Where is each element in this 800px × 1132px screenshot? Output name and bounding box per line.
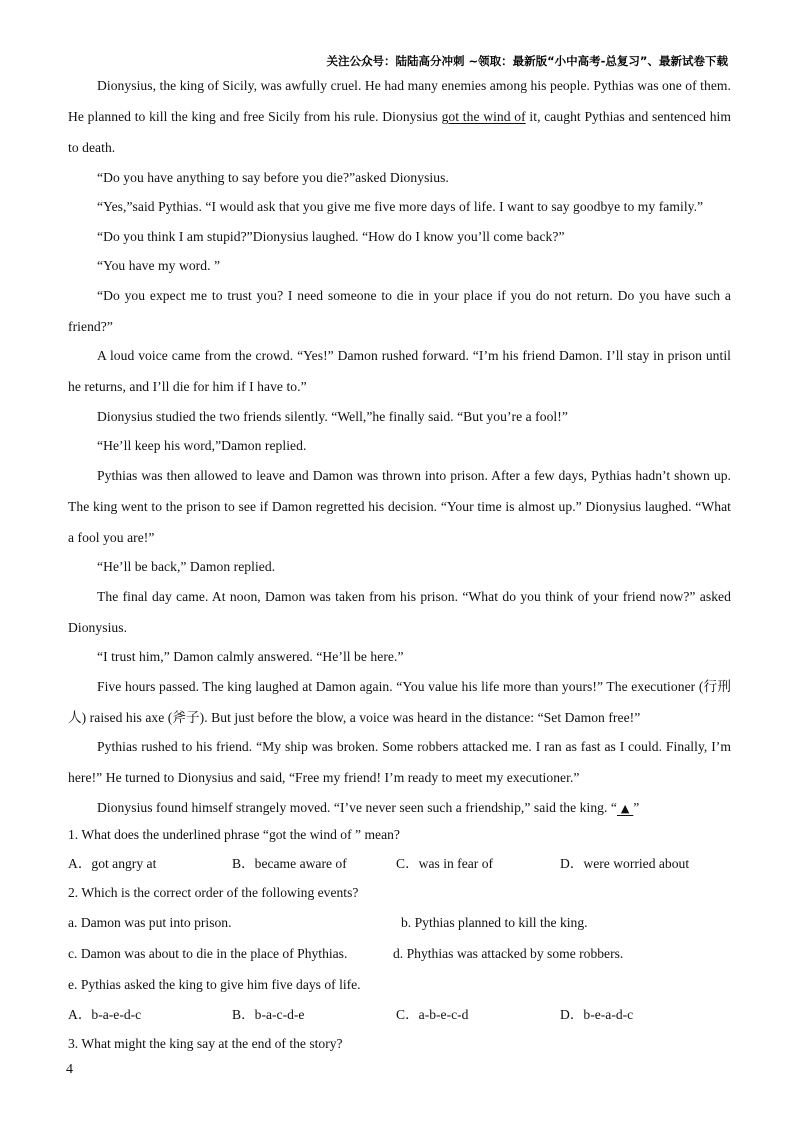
- paragraph-4: “Do you think I am stupid?”Dionysius laughed. “How do I know you’ll come back?”: [97, 228, 565, 244]
- paragraph-16: [68, 792, 731, 824]
- paragraph-8: Dionysius studied the two friends silently. “Well,”he finally said. “But you’re a fool!”: [97, 408, 568, 424]
- paragraph-5: “You have my word. ”: [97, 258, 221, 273]
- q2-option-c: C．a-b-e-c-d: [396, 1007, 469, 1022]
- events-row-1: [68, 907, 731, 938]
- event-a: a. Damon was put into prison.: [68, 915, 232, 930]
- events-row-3: [68, 969, 731, 1000]
- question-3: 3. What might the king say at the end of the story?: [68, 1036, 343, 1051]
- q1-option-a: A．got angry at: [68, 856, 157, 871]
- paragraph-16-start: Dionysius found himself strangely moved. “I’ve never seen such a friendship,” said the king. “: [97, 799, 617, 815]
- q1-option-c: C．was in fear of: [396, 856, 494, 871]
- q1-option-d: D．were worried about: [560, 856, 690, 871]
- paragraph-6: “Do you expect me to trust you? I need someone to die in your place if you do not return. Do you have such a friend?”: [68, 287, 731, 334]
- paragraph-14: Five hours passed. The king laughed at Damon again. “You value his life more than yours!” The executioner (行刑人) raised his axe (斧子). But just before the blow, a voice was heard in the distance: “Set Damon free!”: [68, 678, 731, 725]
- question-2-options: [68, 1000, 731, 1029]
- paragraph-12: The final day came. At noon, Damon was taken from his prison. “What do you think of your friend now?” asked Dionysius.: [68, 588, 731, 635]
- page-number: 4: [66, 1062, 73, 1077]
- question-2: 2. Which is the correct order of the following events?: [68, 885, 359, 900]
- event-d: d. Phythias was attacked by some robbers.: [393, 946, 624, 961]
- paragraph-15: Pythias rushed to his friend. “My ship was broken. Some robbers attacked me. I ran as fast as I could. Finally, I’m here!” He turned to Dionysius and said, “Free my friend! I’m ready to meet my executioner.”: [68, 739, 731, 785]
- paragraph-7: A loud voice came from the crowd. “Yes!” Damon rushed forward. “I’m his friend Damon. I’ll stay in prison until he returns, and I’ll die for him if I have to.”: [68, 348, 731, 394]
- event-b: b. Pythias planned to kill the king.: [401, 915, 588, 930]
- story-passage: [68, 70, 731, 822]
- q1-option-b: B．became aware of: [232, 856, 347, 871]
- answer-blank: ▲: [617, 801, 634, 815]
- event-c: c. Damon was about to die in the place of Phythias.: [68, 946, 348, 961]
- underlined-phrase: got the wind of: [441, 109, 526, 124]
- paragraph-1-end: it, caught Pythias and sentenced him to death.: [68, 109, 732, 155]
- question-1: 1. What does the underlined phrase “got the wind of ” mean?: [68, 827, 400, 842]
- events-row-2: [68, 938, 731, 969]
- paragraph-16-end: ”: [633, 799, 640, 815]
- q2-option-d: D．b-e-a-d-c: [560, 1007, 634, 1022]
- paragraph-1: [68, 70, 731, 163]
- paragraph-1-start: Dionysius, the king of Sicily, was awfully cruel. He had many enemies among his people. Pythias was one of them. He planned to kill the king and free Sicily from his rule. Dionysius: [68, 78, 731, 124]
- page-header: 关注公众号：陆陆高分冲刺 ~领取：最新版“小中高考-总复习”、最新试卷下载: [326, 54, 728, 68]
- paragraph-10: Pythias was then allowed to leave and Damon was thrown into prison. After a few days, Pythias hadn’t shown up. The king went to the prison to see if Damon regretted his decision. “Your time is almost up.” Dionysius laughed. “What a fool you are!”: [68, 467, 731, 545]
- q2-option-a: A．b-a-e-d-c: [68, 1007, 142, 1022]
- questions-section: [68, 820, 731, 1058]
- paragraph-3: “Yes,”said Pythias. “I would ask that you give me five more days of life. I want to say goodbye to my family.”: [97, 199, 704, 214]
- paragraph-11: “He’ll be back,” Damon replied.: [97, 559, 276, 574]
- event-e: e. Pythias asked the king to give him five days of life.: [68, 977, 361, 992]
- paragraph-2: “Do you have anything to say before you die?”asked Dionysius.: [97, 169, 449, 185]
- question-1-options: [68, 849, 731, 878]
- paragraph-13: “I trust him,” Damon calmly answered. “He’ll be here.”: [97, 649, 404, 664]
- paragraph-9: “He’ll keep his word,”Damon replied.: [97, 438, 307, 453]
- q2-option-b: B．b-a-c-d-e: [232, 1007, 305, 1022]
